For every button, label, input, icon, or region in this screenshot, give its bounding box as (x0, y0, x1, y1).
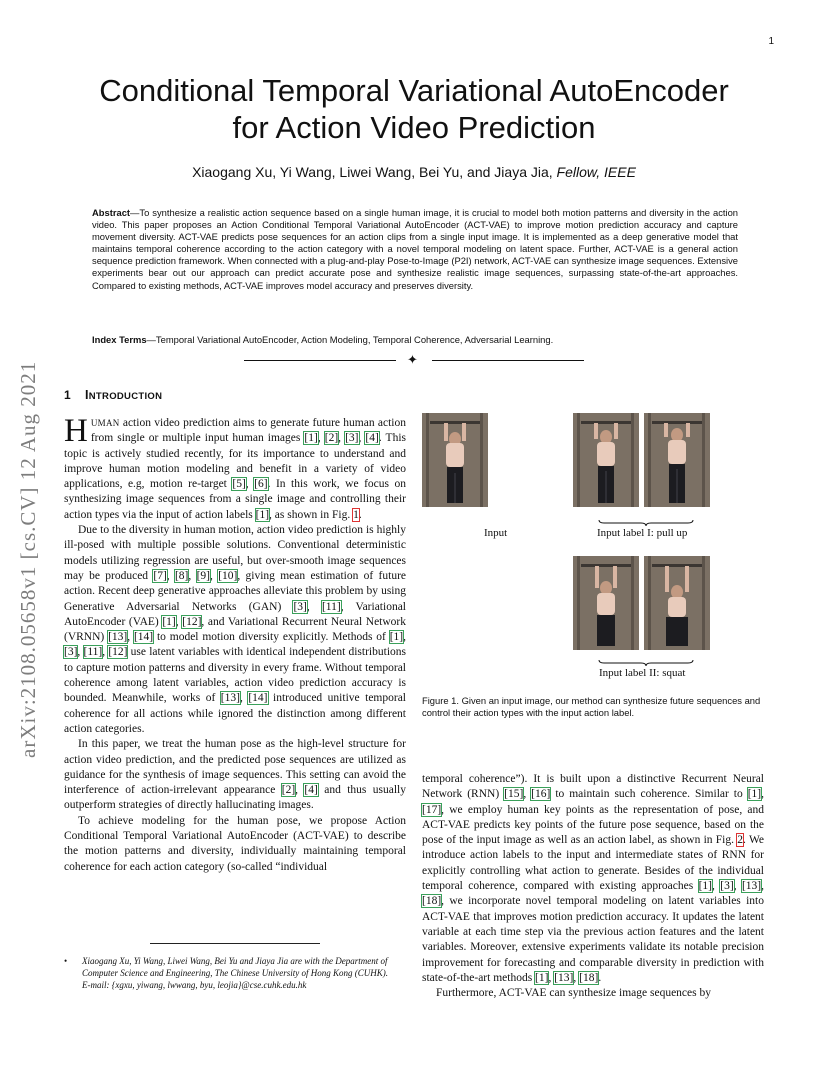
figure-label-squat: Input label II: squat (599, 667, 686, 679)
text-run: introduced unitive temporal coherence for all actions while ignored the distinction among different action categories. (64, 692, 406, 735)
citation-link[interactable]: [11] (321, 600, 341, 613)
person-pullup-image (422, 413, 488, 507)
intro-paragraph-1 (64, 413, 406, 523)
citation-link[interactable]: [4] (365, 432, 379, 445)
divider-line-left (244, 360, 396, 361)
citation-link[interactable]: [1] (304, 432, 318, 445)
person-pullup-image (644, 413, 710, 507)
abstract (92, 207, 738, 292)
figure-frame-squat-2 (644, 556, 710, 650)
text-run: and thus usually outperform strategies of directly hallucinating images. (64, 784, 407, 812)
citation-link[interactable]: [1] (535, 971, 549, 984)
text-run: , we employ human key points as the representation of pose, and ACT-VAE predicts key points of the future pose sequence, based on the pose of the input image as well as an action label, as shown in Fig. (422, 803, 764, 847)
citation-link[interactable]: [3] (345, 432, 359, 445)
page-number: 1 (768, 36, 774, 47)
figure-frame-squat-1 (573, 556, 639, 650)
index-terms-label: Index Terms (92, 334, 147, 345)
citation-link[interactable]: [11] (83, 646, 103, 659)
figure-caption: Figure 1. Given an input image, our method can synthesize future sequences and control their action types with the input action label. (422, 695, 761, 718)
text-run: , (403, 631, 406, 644)
citation-link[interactable]: [12] (182, 615, 202, 628)
citation-link[interactable]: [1] (698, 880, 712, 893)
intro-paragraph-3 (64, 737, 406, 813)
text-run: , (733, 880, 742, 893)
text-run: . (598, 971, 602, 984)
section-divider (244, 353, 584, 367)
citation-link[interactable]: [6] (254, 478, 268, 491)
footnote-text (82, 955, 406, 992)
figure-1 (422, 413, 768, 713)
author-names: Xiaogang Xu, Yi Wang, Liwei Wang, Bei Yu, and Jiaya Jia, (192, 164, 553, 180)
author-list (60, 164, 768, 180)
text-run: , (338, 432, 346, 445)
citation-link[interactable]: [13] (554, 971, 574, 984)
text-run: to model motion diversity explicitly. Methods of (153, 631, 390, 644)
section-number: 1 (64, 388, 71, 402)
text-run: , and Variational Recurrent Neural Network (VRNN) (64, 615, 407, 644)
text-run: to maintain such coherence. Similar to (550, 788, 748, 801)
section-heading (64, 388, 162, 402)
abstract-label: Abstract (92, 207, 131, 218)
text-run: . In this work, we focus on synthesizing image sequences from a single image and controlling their action types via the input of action labels (64, 478, 406, 521)
citation-link[interactable]: [13] (108, 631, 128, 644)
figure-label-pullup: Input label I: pull up (597, 527, 688, 539)
citation-link[interactable]: [18] (422, 895, 442, 908)
footnote (64, 955, 406, 992)
brace-icon (598, 659, 694, 667)
citation-link[interactable]: [1] (747, 788, 762, 801)
citation-link[interactable]: [13] (741, 880, 762, 893)
text-run: , (548, 971, 555, 984)
citation-link[interactable]: [15] (504, 788, 524, 801)
index-terms (92, 334, 738, 346)
citation-link[interactable]: [14] (133, 631, 154, 644)
text-run: , (358, 432, 366, 445)
text-run: , (306, 600, 322, 613)
text-run: , (239, 692, 249, 705)
text-run: action video prediction aims to generate future human action from single or multiple input human images (90, 417, 406, 445)
citation-link[interactable]: [1] (255, 508, 270, 521)
text-run: , (523, 788, 532, 801)
text-run: , (317, 432, 325, 445)
right-paragraph-1 (422, 772, 764, 986)
title-line-1: Conditional Temporal Variational AutoEncoder (99, 73, 729, 108)
arxiv-stamp: arXiv:2108.05658v1 [cs.CV] 12 Aug 2021 (16, 360, 40, 758)
text-run: , (712, 880, 721, 893)
person-squat-image (573, 556, 639, 650)
text-run: , we incorporate novel temporal modeling on latent variables into ACT-VAE that improves motion prediction accuracy. It updates the latent variable at each time step via the previous action features and the latent variables. Moreover, extensive experiments validate its notable precision improvement for forecasting and comparable diversity in prediction with state-of-the-art methods (422, 895, 764, 984)
citation-link[interactable]: [16] (531, 788, 551, 801)
person-squat-image (644, 556, 710, 650)
citation-link[interactable]: [3] (293, 600, 307, 613)
citation-link[interactable]: [12] (108, 646, 128, 659)
text-run: , (245, 478, 255, 491)
text-run: In this paper, we treat the human pose as the high-level structure for action video prediction, and the predicted pose sequences are utilized as guidance for the synthesis of image sequences. This setting can avoid the interference of action-irrelevant appearance (64, 738, 406, 797)
person-pullup-image (573, 413, 639, 507)
text-run: , (166, 569, 175, 582)
text-run: use latent variables with identical independent distributions to capture motion patterns and diversity in every frame. Without temporal coherence among latent variables, action video prediction accuracy is bounded. Meanwhile, works of (64, 646, 406, 705)
section-title-initial: I (84, 388, 89, 402)
citation-link[interactable]: [9] (196, 569, 210, 582)
text-run: , (77, 646, 84, 659)
citation-link[interactable]: [17] (422, 803, 442, 816)
index-terms-text: —Temporal Variational AutoEncoder, Action Modeling, Temporal Coherence, Adversarial Learning. (146, 334, 554, 345)
footnote-email: E-mail: {xgxu, yiwang, lwwang, byu, leojia}@cse.cuhk.edu.hk (82, 980, 307, 991)
text-run: . This topic is actively studied recently, for its importance to understand and improve human motion modeling and benefit in a variety of video applications, e.g, motion re-target (64, 432, 406, 491)
citation-link[interactable]: [13] (220, 692, 240, 705)
text-run: , (295, 784, 305, 797)
text-run: , Variational AutoEncoder (VAE) (64, 600, 406, 628)
text-run: , (761, 788, 765, 801)
brace-icon (598, 519, 694, 527)
citation-link[interactable]: [5] (232, 478, 246, 491)
title-line-2: for Action Video Prediction (232, 110, 596, 145)
text-run: , as shown in Fig. (269, 508, 354, 521)
author-suffix: Fellow, IEEE (556, 164, 636, 180)
figure-link[interactable]: 1 (353, 508, 359, 521)
figure-label-input: Input (484, 527, 508, 539)
footnote-rule (150, 943, 320, 944)
text-run: , (188, 569, 197, 582)
citation-link[interactable]: [2] (281, 784, 296, 797)
divider-line-right (432, 360, 584, 361)
section-title-rest: NTRODUCTION (88, 391, 163, 402)
left-column (64, 413, 407, 875)
text-run: . (358, 508, 362, 521)
text-run: temporal coherence”). It is built upon a distinctive Recurrent Neural Network (RNN) (422, 773, 764, 801)
figure-link[interactable]: 2 (737, 834, 744, 847)
paper-title (60, 72, 768, 146)
intro-paragraph-4: To achieve modeling for the human pose, we propose Action Conditional Temporal Variational AutoEncoder (ACT-VAE) to describe the motion patterns and diversity, individually maintaining temporal coherence for each action category (so-called “individual (64, 814, 406, 873)
abstract-text: —To synthesize a realistic action sequence based on a single human image, it is crucial to model both motion patterns and diversity in the action video. This paper proposes an Action Conditional Temporal Variational AutoEncoder (ACT-VAE) to improve motion prediction accuracy and capture movement diversity. ACT-VAE predicts pose sequences for an action clips from a single input image. It is implemented as a deep generative model that maintains temporal coherence according to the action category with a novel temporal modeling on latent space. Further, ACT-VAE is a general action sequence prediction framework. When connected with a plug-and-play Pose-to-Image (P2I) network, ACT-VAE can synthesize image sequences. Extensive experiments bear out our approach can predict accurate pose and synthesize realistic image sequences, surpassing state-of-the-art approaches. Compared to existing methods, ACT-VAE improves model accuracy and preserves diversity. (92, 207, 738, 291)
footnote-bullet: • (64, 956, 68, 966)
citation-link[interactable]: [18] (579, 971, 599, 984)
text-run: , (102, 646, 109, 659)
citation-link[interactable]: [1] (162, 615, 176, 628)
citation-link[interactable]: [3] (64, 646, 78, 659)
intro-lead-word: UMAN (90, 418, 120, 428)
figure-frame-pullup-2 (644, 413, 710, 507)
text-run: , (761, 880, 764, 893)
text-run: , (175, 615, 183, 628)
citation-link[interactable]: [1] (389, 631, 404, 644)
drop-cap: H (64, 413, 88, 449)
figure-frame-pullup-1 (573, 413, 639, 507)
text-run: , giving mean estimation of future action. Recent deep generative approaches alleviate this problem by using Generative Adversarial Networks (GAN) (64, 569, 407, 613)
text-run: , (573, 971, 580, 984)
citation-link[interactable]: [3] (720, 880, 734, 893)
citation-link[interactable]: [2] (324, 432, 339, 445)
citation-link[interactable]: [8] (174, 569, 189, 582)
text-run: . We introduce action labels to the input and intermediate states of RNN for explicitly controlling what action to generate. Besides of the individual temporal coherence, compared with existing approaches (422, 834, 764, 893)
figure-frame-input (422, 413, 488, 507)
citation-link[interactable]: [10] (218, 569, 238, 582)
right-paragraph-2: Furthermore, ACT-VAE can synthesize image sequences by (436, 987, 711, 1000)
divider-star-icon: ✦ (407, 352, 418, 367)
citation-link[interactable]: [14] (248, 692, 268, 705)
footnote-affiliation: Xiaogang Xu, Yi Wang, Liwei Wang, Bei Yu and Jiaya Jia are with the Department of Computer Science and Engineering, The Chinese University of Hong Kong (CUHK). (82, 956, 388, 979)
right-column (422, 772, 764, 1001)
text-run: , (210, 569, 219, 582)
citation-link[interactable]: [7] (153, 569, 167, 582)
text-run: , (127, 631, 134, 644)
citation-link[interactable]: [4] (304, 784, 318, 797)
text-run: Due to the diversity in human motion, action video prediction is highly ill-posed with multiple possible solutions. Conventional deterministic models utilizing regression are useful, but over-smooth image sequences may be produced (64, 524, 406, 582)
intro-paragraph-2 (64, 523, 406, 737)
